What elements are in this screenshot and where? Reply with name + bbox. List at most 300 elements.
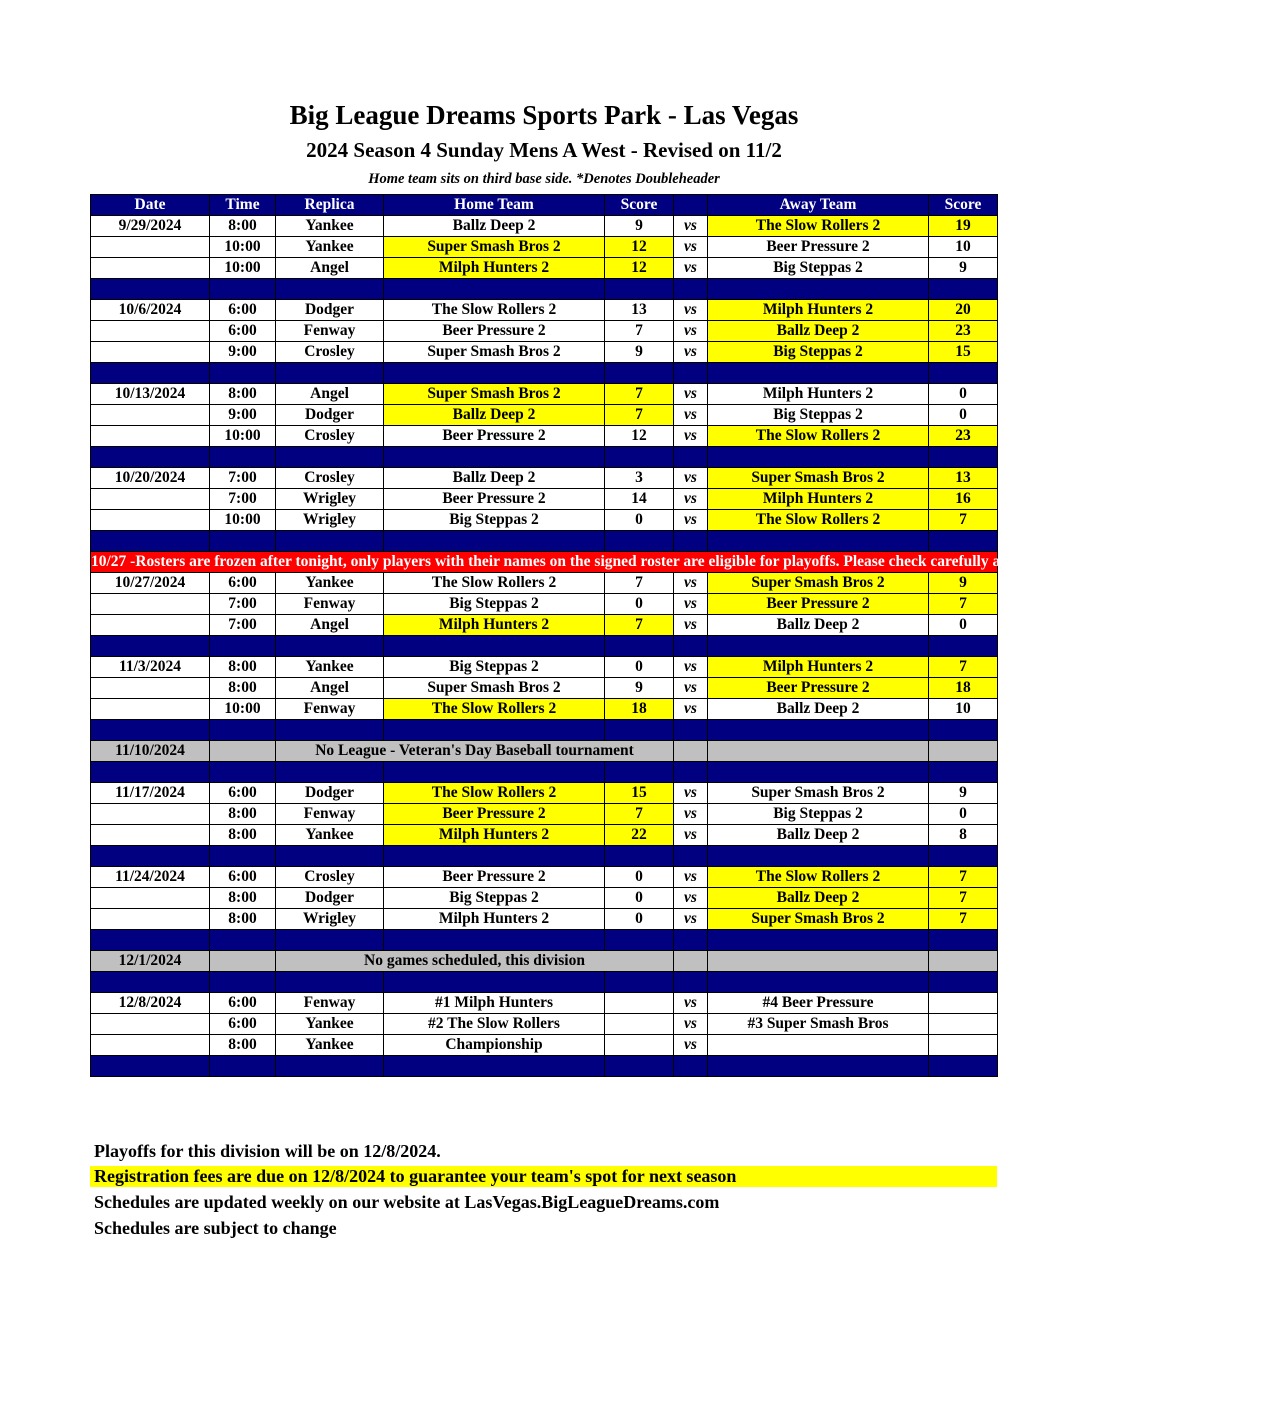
spacer-cell bbox=[276, 447, 384, 468]
home-score-cell: 7 bbox=[605, 384, 674, 405]
spacer-cell bbox=[929, 930, 998, 951]
spacer-cell bbox=[210, 279, 276, 300]
spacer-cell bbox=[674, 972, 708, 993]
empty-cell bbox=[674, 741, 708, 762]
vs-cell: vs bbox=[674, 1035, 708, 1056]
spacer-cell bbox=[605, 846, 674, 867]
empty-cell bbox=[708, 951, 929, 972]
col-header-vs bbox=[674, 195, 708, 216]
spacer-cell bbox=[276, 1056, 384, 1077]
home-team-cell: Big Steppas 2 bbox=[384, 888, 605, 909]
vs-cell: vs bbox=[674, 1014, 708, 1035]
home-team-cell: Milph Hunters 2 bbox=[384, 615, 605, 636]
vs-cell: vs bbox=[674, 321, 708, 342]
away-score-cell: 7 bbox=[929, 888, 998, 909]
home-team-cell: The Slow Rollers 2 bbox=[384, 699, 605, 720]
home-team-cell: Beer Pressure 2 bbox=[384, 426, 605, 447]
footer-change-note: Schedules are subject to change bbox=[94, 1218, 337, 1238]
game-row bbox=[91, 384, 998, 405]
home-team-cell: Beer Pressure 2 bbox=[384, 321, 605, 342]
spacer-cell bbox=[929, 636, 998, 657]
vs-cell: vs bbox=[674, 699, 708, 720]
away-score-cell: 20 bbox=[929, 300, 998, 321]
spacer-cell bbox=[708, 447, 929, 468]
spacer-cell bbox=[91, 636, 210, 657]
date-cell bbox=[91, 615, 210, 636]
spacer-cell bbox=[674, 531, 708, 552]
empty-cell bbox=[674, 951, 708, 972]
replica-field-cell: Crosley bbox=[276, 342, 384, 363]
date-cell bbox=[91, 489, 210, 510]
time-cell: 8:00 bbox=[210, 909, 276, 930]
home-team-cell: Milph Hunters 2 bbox=[384, 909, 605, 930]
away-score-cell: 0 bbox=[929, 615, 998, 636]
game-row bbox=[91, 405, 998, 426]
spacer-row bbox=[91, 972, 998, 993]
home-score-cell: 12 bbox=[605, 237, 674, 258]
away-score-cell: 0 bbox=[929, 384, 998, 405]
replica-field-cell: Angel bbox=[276, 615, 384, 636]
spacer-cell bbox=[384, 972, 605, 993]
spacer-cell bbox=[210, 447, 276, 468]
home-score-cell: 18 bbox=[605, 699, 674, 720]
date-cell bbox=[91, 258, 210, 279]
game-row bbox=[91, 804, 998, 825]
time-cell: 7:00 bbox=[210, 468, 276, 489]
spacer-cell bbox=[210, 846, 276, 867]
vs-cell: vs bbox=[674, 888, 708, 909]
away-team-cell: Super Smash Bros 2 bbox=[708, 573, 929, 594]
home-team-cell: Big Steppas 2 bbox=[384, 657, 605, 678]
date-cell bbox=[91, 1014, 210, 1035]
game-row bbox=[91, 510, 998, 531]
away-score-cell: 19 bbox=[929, 216, 998, 237]
home-score-cell: 7 bbox=[605, 615, 674, 636]
home-team-cell: Super Smash Bros 2 bbox=[384, 384, 605, 405]
game-row bbox=[91, 888, 998, 909]
time-cell: 8:00 bbox=[210, 825, 276, 846]
time-cell: 10:00 bbox=[210, 699, 276, 720]
spacer-cell bbox=[384, 930, 605, 951]
spacer-cell bbox=[674, 720, 708, 741]
vs-cell: vs bbox=[674, 426, 708, 447]
spacer-cell bbox=[384, 447, 605, 468]
home-team-cell: Super Smash Bros 2 bbox=[384, 237, 605, 258]
spacer-cell bbox=[384, 762, 605, 783]
spacer-cell bbox=[210, 1056, 276, 1077]
spacer-cell bbox=[384, 846, 605, 867]
spacer-cell bbox=[276, 363, 384, 384]
away-team-cell: Big Steppas 2 bbox=[708, 258, 929, 279]
game-row bbox=[91, 615, 998, 636]
no-games-text: No games scheduled, this division bbox=[276, 951, 674, 972]
spacer-cell bbox=[674, 930, 708, 951]
spacer-cell bbox=[384, 363, 605, 384]
spacer-cell bbox=[91, 1056, 210, 1077]
replica-field-cell: Dodger bbox=[276, 783, 384, 804]
vs-cell: vs bbox=[674, 678, 708, 699]
vs-cell: vs bbox=[674, 468, 708, 489]
home-score-cell: 3 bbox=[605, 468, 674, 489]
away-team-cell: Beer Pressure 2 bbox=[708, 237, 929, 258]
replica-field-cell: Yankee bbox=[276, 1035, 384, 1056]
spacer-row bbox=[91, 1056, 998, 1077]
away-team-cell: Big Steppas 2 bbox=[708, 342, 929, 363]
spacer-cell bbox=[674, 762, 708, 783]
spacer-cell bbox=[674, 279, 708, 300]
away-score-cell: 23 bbox=[929, 426, 998, 447]
home-team-cell: Milph Hunters 2 bbox=[384, 258, 605, 279]
time-cell: 8:00 bbox=[210, 657, 276, 678]
spacer-cell bbox=[929, 531, 998, 552]
time-cell: 7:00 bbox=[210, 615, 276, 636]
spacer-cell bbox=[605, 363, 674, 384]
away-score-cell: 0 bbox=[929, 804, 998, 825]
date-cell bbox=[91, 825, 210, 846]
spacer-cell bbox=[91, 720, 210, 741]
game-row bbox=[91, 594, 998, 615]
home-score-cell: 0 bbox=[605, 594, 674, 615]
away-score-cell: 7 bbox=[929, 909, 998, 930]
away-score-cell: 13 bbox=[929, 468, 998, 489]
spacer-cell bbox=[929, 363, 998, 384]
spacer-cell bbox=[708, 930, 929, 951]
spacer-cell bbox=[276, 279, 384, 300]
away-team-cell: The Slow Rollers 2 bbox=[708, 426, 929, 447]
game-row bbox=[91, 657, 998, 678]
vs-cell: vs bbox=[674, 216, 708, 237]
away-team-cell: Big Steppas 2 bbox=[708, 405, 929, 426]
page-subtitle: 2024 Season 4 Sunday Mens A West - Revised on 11/2 bbox=[306, 138, 782, 162]
replica-field-cell: Yankee bbox=[276, 237, 384, 258]
spacer-cell bbox=[708, 762, 929, 783]
spacer-cell bbox=[605, 447, 674, 468]
game-row bbox=[91, 1014, 998, 1035]
time-cell: 10:00 bbox=[210, 237, 276, 258]
game-row bbox=[91, 783, 998, 804]
away-score-cell: 9 bbox=[929, 258, 998, 279]
vs-cell: vs bbox=[674, 804, 708, 825]
date-cell bbox=[91, 510, 210, 531]
replica-field-cell: Fenway bbox=[276, 594, 384, 615]
date-cell bbox=[91, 909, 210, 930]
vs-cell: vs bbox=[674, 300, 708, 321]
spacer-cell bbox=[674, 447, 708, 468]
spacer-cell bbox=[384, 531, 605, 552]
home-team-cell: Big Steppas 2 bbox=[384, 594, 605, 615]
home-team-cell: #1 Milph Hunters bbox=[384, 993, 605, 1014]
time-cell: 6:00 bbox=[210, 993, 276, 1014]
game-row bbox=[91, 216, 998, 237]
game-row bbox=[91, 699, 998, 720]
date-cell bbox=[91, 594, 210, 615]
away-score-cell: 16 bbox=[929, 489, 998, 510]
col-header-away-score: Score bbox=[929, 195, 998, 216]
vs-cell: vs bbox=[674, 237, 708, 258]
spacer-row bbox=[91, 846, 998, 867]
replica-field-cell: Crosley bbox=[276, 867, 384, 888]
spacer-cell bbox=[91, 363, 210, 384]
date-cell bbox=[91, 342, 210, 363]
game-row bbox=[91, 993, 998, 1014]
col-header-home-score: Score bbox=[605, 195, 674, 216]
game-row bbox=[91, 573, 998, 594]
game-row bbox=[91, 321, 998, 342]
date-cell: 12/8/2024 bbox=[91, 993, 210, 1014]
away-team-cell: Ballz Deep 2 bbox=[708, 615, 929, 636]
replica-field-cell: Angel bbox=[276, 384, 384, 405]
away-team-cell: Beer Pressure 2 bbox=[708, 678, 929, 699]
away-score-cell: 7 bbox=[929, 657, 998, 678]
no-games-row bbox=[91, 741, 998, 762]
spacer-cell bbox=[91, 762, 210, 783]
home-score-cell: 0 bbox=[605, 657, 674, 678]
schedule-table bbox=[90, 194, 1270, 1077]
replica-field-cell: Wrigley bbox=[276, 510, 384, 531]
home-score-cell: 0 bbox=[605, 888, 674, 909]
spacer-cell bbox=[708, 531, 929, 552]
away-score-cell: 7 bbox=[929, 510, 998, 531]
away-score-cell: 7 bbox=[929, 594, 998, 615]
spacer-row bbox=[91, 363, 998, 384]
spacer-cell bbox=[210, 972, 276, 993]
spacer-cell bbox=[91, 972, 210, 993]
home-score-cell: 7 bbox=[605, 804, 674, 825]
spacer-row bbox=[91, 531, 998, 552]
spacer-cell bbox=[929, 1056, 998, 1077]
replica-field-cell: Fenway bbox=[276, 699, 384, 720]
home-score-cell bbox=[605, 1014, 674, 1035]
empty-cell bbox=[210, 741, 276, 762]
away-team-cell: The Slow Rollers 2 bbox=[708, 216, 929, 237]
spacer-cell bbox=[605, 531, 674, 552]
footer-website-note: Schedules are updated weekly on our website at LasVegas.BigLeagueDreams.com bbox=[94, 1192, 720, 1212]
replica-field-cell: Crosley bbox=[276, 468, 384, 489]
game-row bbox=[91, 825, 998, 846]
spacer-cell bbox=[210, 636, 276, 657]
home-score-cell bbox=[605, 993, 674, 1014]
home-score-cell: 22 bbox=[605, 825, 674, 846]
date-cell bbox=[91, 804, 210, 825]
away-score-cell: 10 bbox=[929, 237, 998, 258]
col-header-home-team: Home Team bbox=[384, 195, 605, 216]
vs-cell: vs bbox=[674, 258, 708, 279]
away-score-cell bbox=[929, 1014, 998, 1035]
home-score-cell: 7 bbox=[605, 573, 674, 594]
home-score-cell: 9 bbox=[605, 216, 674, 237]
away-team-cell: Beer Pressure 2 bbox=[708, 594, 929, 615]
replica-field-cell: Yankee bbox=[276, 1014, 384, 1035]
away-team-cell: Super Smash Bros 2 bbox=[708, 783, 929, 804]
spacer-cell bbox=[605, 930, 674, 951]
home-score-cell: 0 bbox=[605, 867, 674, 888]
schedule-note: Home team sits on third base side. *Denotes Doubleheader bbox=[368, 171, 720, 187]
vs-cell: vs bbox=[674, 909, 708, 930]
spacer-cell bbox=[91, 447, 210, 468]
col-header-time: Time bbox=[210, 195, 276, 216]
away-score-cell: 9 bbox=[929, 573, 998, 594]
vs-cell: vs bbox=[674, 573, 708, 594]
replica-field-cell: Yankee bbox=[276, 825, 384, 846]
page-title: Big League Dreams Sports Park - Las Vegas bbox=[289, 100, 799, 130]
vs-cell: vs bbox=[674, 384, 708, 405]
time-cell: 8:00 bbox=[210, 678, 276, 699]
spacer-cell bbox=[384, 720, 605, 741]
spacer-cell bbox=[929, 972, 998, 993]
replica-field-cell: Wrigley bbox=[276, 909, 384, 930]
away-score-cell: 15 bbox=[929, 342, 998, 363]
spacer-cell bbox=[384, 636, 605, 657]
game-row bbox=[91, 489, 998, 510]
spacer-cell bbox=[276, 636, 384, 657]
home-team-cell: Super Smash Bros 2 bbox=[384, 342, 605, 363]
date-cell bbox=[91, 699, 210, 720]
vs-cell: vs bbox=[674, 489, 708, 510]
spacer-cell bbox=[708, 279, 929, 300]
game-row bbox=[91, 867, 998, 888]
date-cell: 11/3/2024 bbox=[91, 657, 210, 678]
empty-cell bbox=[929, 951, 998, 972]
away-score-cell: 10 bbox=[929, 699, 998, 720]
time-cell: 8:00 bbox=[210, 384, 276, 405]
spacer-cell bbox=[276, 720, 384, 741]
date-cell bbox=[91, 237, 210, 258]
game-row bbox=[91, 300, 998, 321]
replica-field-cell: Angel bbox=[276, 678, 384, 699]
home-score-cell: 9 bbox=[605, 342, 674, 363]
time-cell: 10:00 bbox=[210, 426, 276, 447]
replica-field-cell: Yankee bbox=[276, 657, 384, 678]
vs-cell: vs bbox=[674, 867, 708, 888]
away-score-cell bbox=[929, 1035, 998, 1056]
spacer-cell bbox=[605, 279, 674, 300]
game-row bbox=[91, 678, 998, 699]
spacer-row bbox=[91, 762, 998, 783]
spacer-cell bbox=[91, 930, 210, 951]
replica-field-cell: Dodger bbox=[276, 300, 384, 321]
date-cell: 10/13/2024 bbox=[91, 384, 210, 405]
spacer-cell bbox=[708, 636, 929, 657]
home-score-cell: 14 bbox=[605, 489, 674, 510]
replica-field-cell: Dodger bbox=[276, 888, 384, 909]
empty-cell bbox=[210, 951, 276, 972]
col-header-replica: Replica bbox=[276, 195, 384, 216]
game-row bbox=[91, 468, 998, 489]
home-team-cell: The Slow Rollers 2 bbox=[384, 573, 605, 594]
col-header-date: Date bbox=[91, 195, 210, 216]
date-cell: 10/20/2024 bbox=[91, 468, 210, 489]
away-team-cell: The Slow Rollers 2 bbox=[708, 510, 929, 531]
replica-field-cell: Wrigley bbox=[276, 489, 384, 510]
spacer-cell bbox=[384, 279, 605, 300]
home-score-cell: 0 bbox=[605, 510, 674, 531]
home-score-cell: 15 bbox=[605, 783, 674, 804]
away-score-cell: 18 bbox=[929, 678, 998, 699]
away-team-cell: Big Steppas 2 bbox=[708, 804, 929, 825]
empty-cell bbox=[708, 741, 929, 762]
spacer-cell bbox=[210, 762, 276, 783]
home-team-cell: Beer Pressure 2 bbox=[384, 804, 605, 825]
spacer-cell bbox=[276, 930, 384, 951]
away-team-cell: Ballz Deep 2 bbox=[708, 825, 929, 846]
game-row bbox=[91, 237, 998, 258]
date-cell: 11/24/2024 bbox=[91, 867, 210, 888]
empty-cell bbox=[929, 741, 998, 762]
time-cell: 6:00 bbox=[210, 321, 276, 342]
spacer-cell bbox=[276, 762, 384, 783]
game-row bbox=[91, 426, 998, 447]
spacer-row bbox=[91, 720, 998, 741]
spacer-cell bbox=[929, 846, 998, 867]
away-score-cell: 23 bbox=[929, 321, 998, 342]
vs-cell: vs bbox=[674, 342, 708, 363]
game-row bbox=[91, 258, 998, 279]
spacer-cell bbox=[605, 720, 674, 741]
spacer-cell bbox=[674, 846, 708, 867]
time-cell: 6:00 bbox=[210, 573, 276, 594]
replica-field-cell: Angel bbox=[276, 258, 384, 279]
date-cell: 10/27/2024 bbox=[91, 573, 210, 594]
time-cell: 6:00 bbox=[210, 1014, 276, 1035]
roster-notice-row bbox=[91, 552, 998, 573]
spacer-cell bbox=[91, 846, 210, 867]
spacer-cell bbox=[674, 363, 708, 384]
home-team-cell: The Slow Rollers 2 bbox=[384, 300, 605, 321]
spacer-cell bbox=[605, 1056, 674, 1077]
spacer-cell bbox=[210, 531, 276, 552]
away-team-cell: Milph Hunters 2 bbox=[708, 657, 929, 678]
vs-cell: vs bbox=[674, 657, 708, 678]
spacer-cell bbox=[276, 531, 384, 552]
date-cell bbox=[91, 321, 210, 342]
spacer-cell bbox=[674, 1056, 708, 1077]
away-score-cell: 7 bbox=[929, 867, 998, 888]
spacer-cell bbox=[708, 846, 929, 867]
spacer-cell bbox=[708, 720, 929, 741]
spacer-cell bbox=[276, 846, 384, 867]
away-team-cell: Milph Hunters 2 bbox=[708, 300, 929, 321]
spacer-cell bbox=[929, 447, 998, 468]
date-cell: 11/17/2024 bbox=[91, 783, 210, 804]
vs-cell: vs bbox=[674, 993, 708, 1014]
home-score-cell: 12 bbox=[605, 258, 674, 279]
away-team-cell: Milph Hunters 2 bbox=[708, 384, 929, 405]
date-cell bbox=[91, 1035, 210, 1056]
spacer-cell bbox=[384, 1056, 605, 1077]
date-cell bbox=[91, 426, 210, 447]
roster-notice: 10/27 -Rosters are frozen after tonight, only players with their names on the signed roster are eligible for playoffs. Please check carefully as changes will not be made for omissions. bbox=[91, 552, 998, 573]
away-team-cell: Milph Hunters 2 bbox=[708, 489, 929, 510]
home-team-cell: Ballz Deep 2 bbox=[384, 216, 605, 237]
home-team-cell: Big Steppas 2 bbox=[384, 510, 605, 531]
spacer-cell bbox=[929, 279, 998, 300]
time-cell: 8:00 bbox=[210, 1035, 276, 1056]
footer-registration-note: Registration fees are due on 12/8/2024 to guarantee your team's spot for next season bbox=[90, 1166, 997, 1187]
vs-cell: vs bbox=[674, 405, 708, 426]
table-header-row bbox=[91, 195, 998, 216]
date-cell bbox=[91, 678, 210, 699]
no-games-row bbox=[91, 951, 998, 972]
home-team-cell: Super Smash Bros 2 bbox=[384, 678, 605, 699]
time-cell: 7:00 bbox=[210, 594, 276, 615]
replica-field-cell: Fenway bbox=[276, 804, 384, 825]
spacer-cell bbox=[91, 531, 210, 552]
time-cell: 10:00 bbox=[210, 258, 276, 279]
spacer-cell bbox=[210, 930, 276, 951]
away-score-cell bbox=[929, 993, 998, 1014]
spacer-cell bbox=[674, 636, 708, 657]
replica-field-cell: Yankee bbox=[276, 573, 384, 594]
